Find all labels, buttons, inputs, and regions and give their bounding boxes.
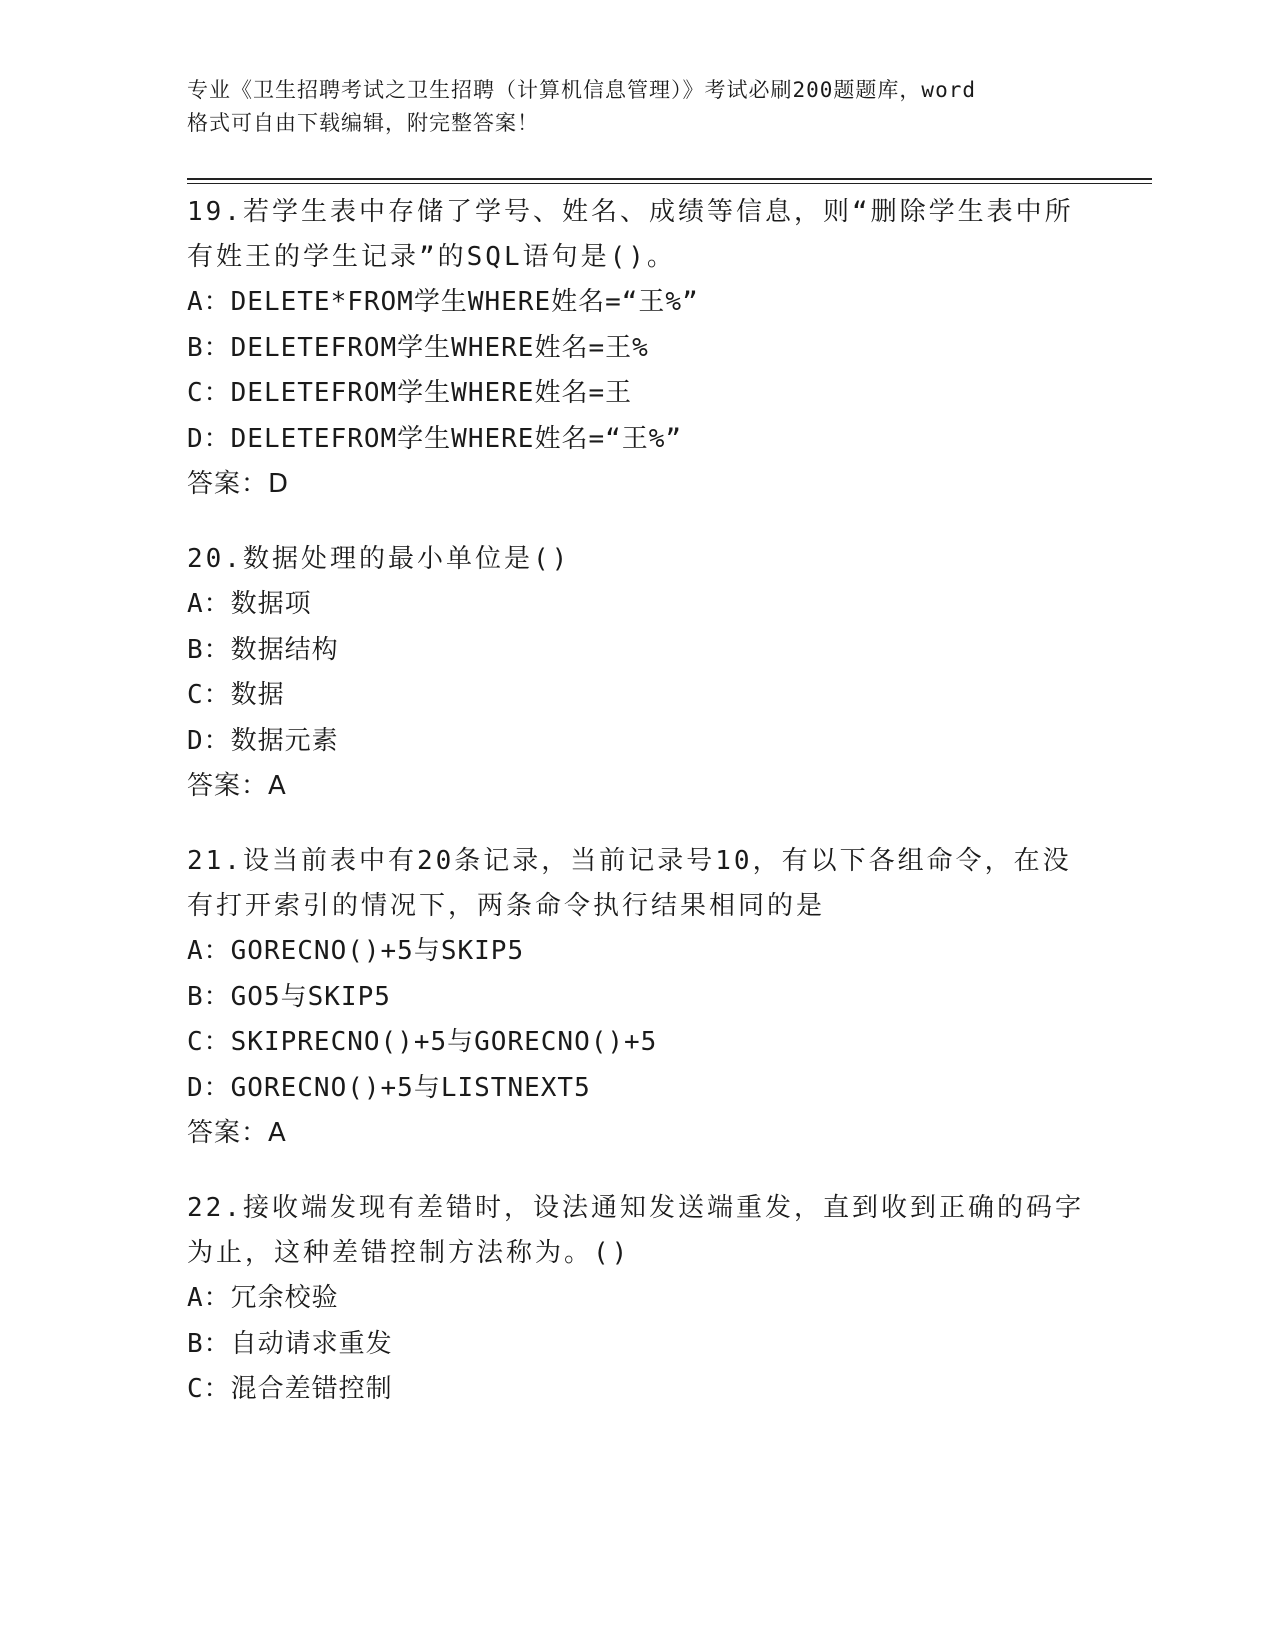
question-22 (187, 1186, 1087, 1413)
question-20 (187, 537, 1087, 809)
header-line-1: 专业《卫生招聘考试之卫生招聘（计算机信息管理）》考试必刷200题题库，word (187, 78, 976, 102)
option-d: D：数据元素 (187, 725, 339, 756)
option-d: D：GORECNO()+5与LISTNEXT5 (187, 1072, 591, 1103)
document-header (187, 74, 1087, 140)
option-b: B：自动请求重发 (187, 1328, 393, 1359)
option-c: C：混合差错控制 (187, 1374, 393, 1404)
option-c: C：数据 (187, 680, 285, 710)
option-b: B：DELETEFROM学生WHERE姓名=王% (187, 332, 649, 363)
option-c: C：SKIPRECNO()+5与GORECNO()+5 (187, 1027, 658, 1057)
question-21 (187, 839, 1087, 1156)
option-b: B：数据结构 (187, 634, 339, 665)
option-c: C：DELETEFROM学生WHERE姓名=王 (187, 378, 633, 408)
option-a: A：数据项 (187, 589, 312, 619)
header-line-2: 格式可自由下载编辑，附完整答案！ (187, 111, 539, 135)
option-a: A：GORECNO()+5与SKIP5 (187, 936, 525, 966)
option-a: A：冗余校验 (187, 1283, 339, 1313)
question-19 (187, 190, 1087, 507)
answer-line: 答案：A (187, 1118, 287, 1148)
header-divider-thick (187, 178, 1152, 180)
option-d: D：DELETEFROM学生WHERE姓名=“王%” (187, 423, 683, 454)
option-b: B：GO5与SKIP5 (187, 981, 391, 1012)
question-title: 22.接收端发现有差错时，设法通知发送端重发，直到收到正确的码字为止，这种差错控制方法称为。() (187, 1193, 1084, 1268)
option-a: A：DELETE*FROM学生WHERE姓名=“王%” (187, 287, 699, 317)
answer-line: 答案：A (187, 771, 287, 801)
question-title: 19.若学生表中存储了学号、姓名、成绩等信息，则“删除学生表中所有姓王的学生记录”的SQL语句是()。 (187, 197, 1074, 272)
question-list (187, 190, 1087, 1443)
question-title: 20.数据处理的最小单位是() (187, 544, 571, 574)
question-title: 21.设当前表中有20条记录，当前记录号10，有以下各组命令，在没有打开索引的情况下，两条命令执行结果相同的是 (187, 846, 1072, 921)
header-divider-thin (187, 183, 1152, 184)
answer-line: 答案：D (187, 469, 290, 499)
